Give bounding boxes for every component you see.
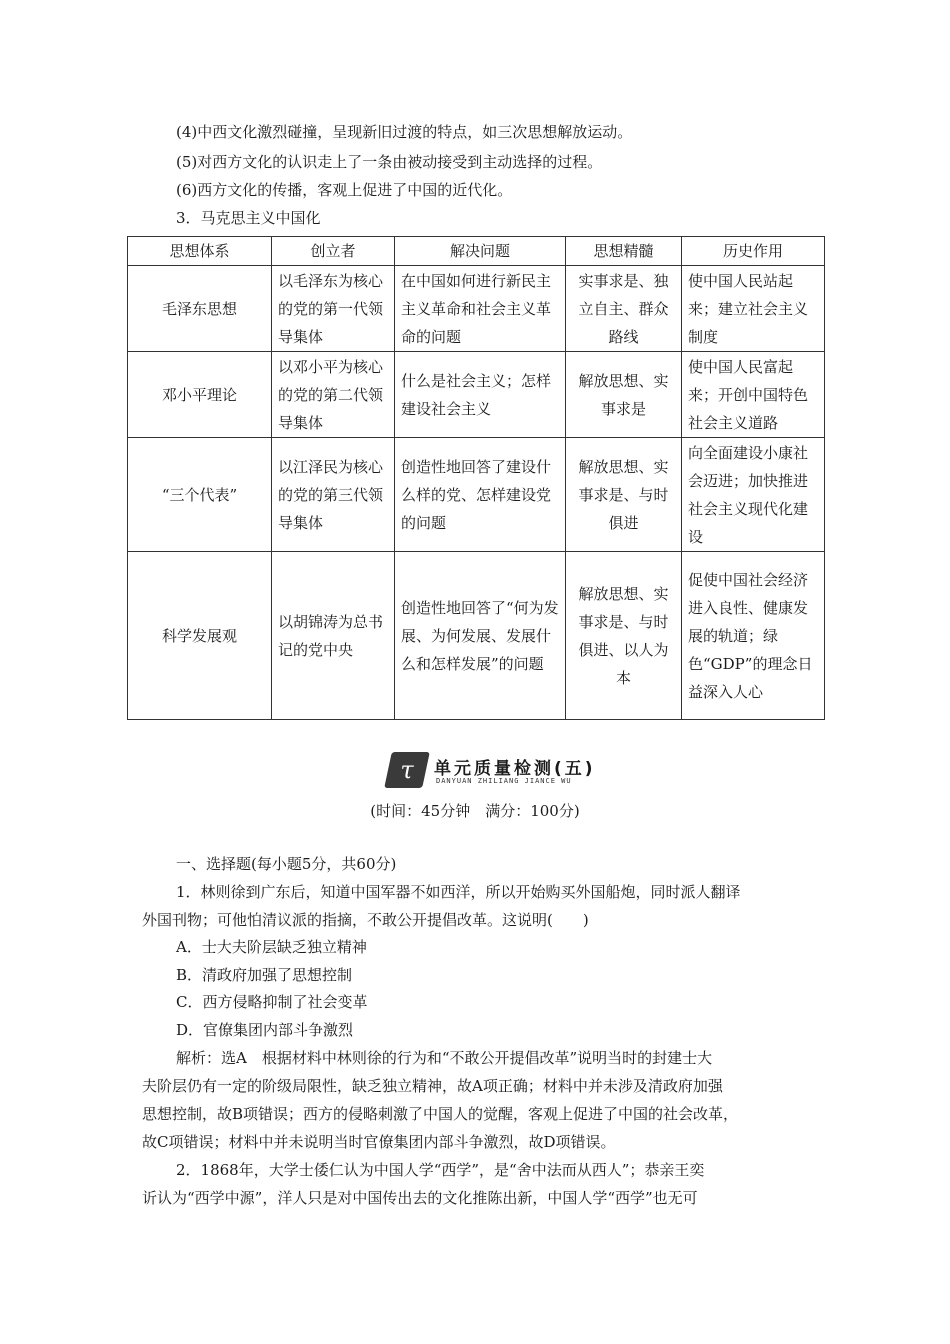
cell-role: 使中国人民站起来；建立社会主义制度 xyxy=(682,266,825,352)
part-heading: 一、选择题(每小题5分，共60分) xyxy=(176,855,397,873)
cell-problem: 创造性地回答了建设什么样的党、怎样建设党的问题 xyxy=(395,438,566,552)
unit-title: 单元质量检测(五) xyxy=(434,759,596,779)
cell-problem: 什么是社会主义；怎样建设社会主义 xyxy=(395,352,566,438)
unit-timing: (时间：45分钟 满分：100分) xyxy=(370,802,580,820)
header-role: 历史作用 xyxy=(682,237,825,266)
intro-item-6: (6)西方文化的传播，客观上促进了中国的近代化。 xyxy=(176,181,513,199)
q1-option-a: A．士大夫阶层缺乏独立精神 xyxy=(176,938,367,956)
q1-option-d: D．官僚集团内部斗争激烈 xyxy=(176,1021,354,1039)
q1-stem-line2: 外国刊物；可他怕清议派的指摘，不敢公开提倡改革。这说明( ) xyxy=(142,911,589,929)
q2-line2: 䜣认为“西学中源”，洋人只是对中国传出去的文化推陈出新，中国人学“西学”也无可 xyxy=(142,1189,698,1207)
header-founder: 创立者 xyxy=(272,237,395,266)
sinicization-table xyxy=(127,236,825,720)
cell-essence: 实事求是、独立自主、群众路线 xyxy=(566,266,682,352)
table-row xyxy=(128,266,825,352)
unit-pinyin: DANYUAN ZHILIANG JIANCE WU xyxy=(436,777,572,785)
cell-system: 科学发展观 xyxy=(128,552,272,720)
intro-item-5: (5)对西方文化的认识走上了一条由被动接受到主动选择的过程。 xyxy=(176,153,603,171)
q1-stem-line1: 1．林则徐到广东后，知道中国军器不如西洋，所以开始购买外国船炮，同时派人翻译 xyxy=(176,883,741,901)
cell-system: 邓小平理论 xyxy=(128,352,272,438)
table-row xyxy=(128,552,825,720)
table-header-row xyxy=(128,237,825,266)
cell-system: 毛泽东思想 xyxy=(128,266,272,352)
header-essence: 思想精髓 xyxy=(566,237,682,266)
cell-problem: 在中国如何进行新民主主义革命和社会主义革命的问题 xyxy=(395,266,566,352)
table-row xyxy=(128,438,825,552)
intro-item-4: (4)中西文化激烈碰撞，呈现新旧过渡的特点，如三次思想解放运动。 xyxy=(176,123,633,141)
q1-option-c: C．西方侵略抑制了社会变革 xyxy=(176,993,368,1011)
table-row xyxy=(128,352,825,438)
q1-option-b: B．清政府加强了思想控制 xyxy=(176,966,353,984)
cell-role: 使中国人民富起来；开创中国特色社会主义道路 xyxy=(682,352,825,438)
cell-problem: 创造性地回答了“何为发展、为何发展、发展什么和怎样发展”的问题 xyxy=(395,552,566,720)
q2-line1: 2．1868年，大学士倭仁认为中国人学“西学”，是“舍中法而从西人”；恭亲王奕 xyxy=(176,1161,705,1179)
q1-analysis-line2: 夫阶层仍有一定的阶级局限性，缺乏独立精神，故A项正确；材料中并未涉及清政府加强 xyxy=(142,1077,723,1095)
q1-analysis-line1: 解析：选A 根据材料中林则徐的行为和“不敢公开提倡改革”说明当时的封建士大 xyxy=(176,1049,713,1067)
q1-analysis-line3: 思想控制，故B项错误；西方的侵略刺激了中国人的觉醒，客观上促进了中国的社会改革， xyxy=(142,1105,739,1123)
cell-essence: 解放思想、实事求是、与时俱进 xyxy=(566,438,682,552)
cell-founder: 以江泽民为核心的党的第三代领导集体 xyxy=(272,438,395,552)
section-heading: 3．马克思主义中国化 xyxy=(176,209,321,227)
header-problem: 解决问题 xyxy=(395,237,566,266)
cell-role: 促使中国社会经济进入良性、健康发展的轨道；绿色“GDP”的理念日益深入人心 xyxy=(682,552,825,720)
cell-role: 向全面建设小康社会迈进；加快推进社会主义现代化建设 xyxy=(682,438,825,552)
q1-analysis-line4: 故C项错误；材料中并未说明当时官僚集团内部斗争激烈，故D项错误。 xyxy=(142,1133,616,1151)
cell-founder: 以毛泽东为核心的党的第一代领导集体 xyxy=(272,266,395,352)
cell-essence: 解放思想、实事求是、与时俱进、以人为本 xyxy=(566,552,682,720)
cell-system: “三个代表” xyxy=(128,438,272,552)
header-system: 思想体系 xyxy=(128,237,272,266)
cell-essence: 解放思想、实事求是 xyxy=(566,352,682,438)
cell-founder: 以胡锦涛为总书记的党中央 xyxy=(272,552,395,720)
unit-logo-icon: τ xyxy=(384,752,430,788)
cell-founder: 以邓小平为核心的党的第二代领导集体 xyxy=(272,352,395,438)
